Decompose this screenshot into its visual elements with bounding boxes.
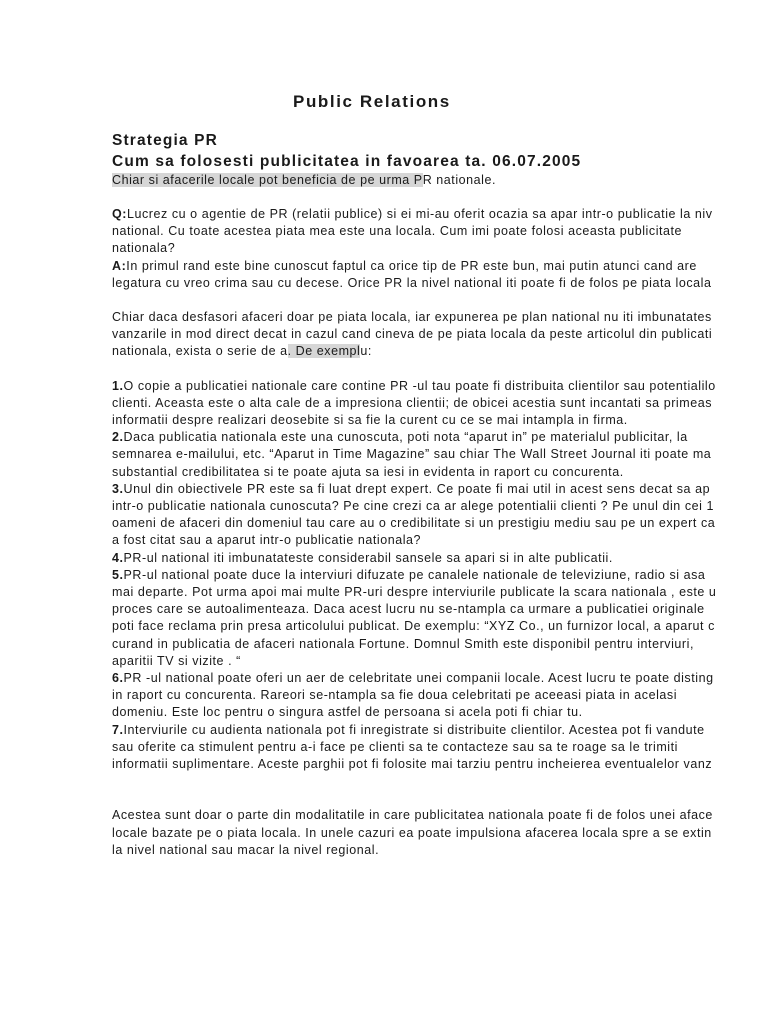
answer-line: A:In primul rand este bine cunoscut faptul ca orice tip de PR este bun, mai putin atunci cand are bbox=[112, 258, 697, 273]
list-item: 2.Daca publicatia nationala este una cunoscuta, poti nota “aparut in” pe materialul publicitar, la semnarea e-mailului, etc. “Aparut in Time Magazine” sau chiar The Wall Street Journal iti poate ma substantial credibilitatea si te poate ajuta sa iesi in evidenta in raport cu concurenta. bbox=[112, 430, 712, 479]
lead-text-tail: R nationale. bbox=[422, 173, 497, 187]
document-page bbox=[112, 88, 768, 1024]
question-line: nationala? bbox=[112, 241, 176, 256]
question-line: Q:Lucrez cu o agentie de PR (relatii publice) si ei mi-au oferit ocazia sa apar intr-o publicatie la niv bbox=[112, 207, 713, 221]
list-item: 5.PR-ul national poate duce la interviuri difuzate pe canalele nationale de televiziune, radio si asa mai departe. Pot urma apoi mai multe PR-uri despre interviurile publicate la scara nationala , este u proces care se autoalimenteaza. Daca acest lucru nu se-ntampla ca urmare a publicatiei originale poti face reclama prin presa articolului publicat. De exemplu: “XYZ Co., un furnizor local, a aparut c curand in publicatia de afaceri nationala Fortune. Domnul Smith este disponibil pentru interviuri, aparitii TV si vizite . “ bbox=[112, 567, 717, 668]
selected-text-highlight: Chiar si afacerile locale pot beneficia de pe urma P bbox=[112, 173, 423, 187]
closing-paragraph bbox=[112, 807, 768, 859]
question-line: national. Cu toate acestea piata mea este una locala. Cum imi poate folosi aceasta publicitate bbox=[112, 224, 683, 239]
paragraph bbox=[112, 309, 768, 361]
answer-label: A: bbox=[112, 258, 127, 273]
paragraph-line: locale bazate pe o piata locala. In unele cazuri ea poate impulsiona afacerea locala spre a se extin bbox=[112, 825, 712, 840]
item-number: 5. bbox=[112, 567, 124, 582]
answer-line: legatura cu vreo crima sau cu decese. Orice PR la nivel national iti poate fi de folos pe piata locala bbox=[112, 275, 712, 290]
question-block bbox=[112, 206, 768, 258]
paragraph-line: vanzarile in mod direct decat in cazul cand cineva de pe piata locala da peste articolul din publicati bbox=[112, 327, 713, 342]
paragraph-line: la nivel national sau macar la nivel regional. bbox=[112, 842, 380, 857]
list-item: 4.PR-ul national iti imbunatateste considerabil sansele sa apari si in alte publicatii. bbox=[112, 550, 613, 565]
item-number: 7. bbox=[112, 722, 124, 737]
lead-text bbox=[112, 172, 768, 189]
item-number: 6. bbox=[112, 671, 124, 686]
question-label: Q: bbox=[112, 207, 127, 221]
answer-block bbox=[112, 258, 768, 292]
document-body bbox=[112, 88, 768, 859]
section-heading: Strategia PR bbox=[112, 132, 218, 149]
paragraph-line: Acestea sunt doar o parte din modalitatile in care publicitatea nationala poate fi de folos unei aface bbox=[112, 808, 713, 823]
selected-text-highlight: . De exempl bbox=[287, 344, 361, 359]
list-item: 3.Unul din obiectivele PR este sa fi luat drept expert. Ce poate fi mai util in acest sens decat sa ap intr-o publicatie nationala cunoscuta? Pe cine crezi ca ar alege potentialii clienti ? Pe unul din cei 1 oameni de afaceri din domeniul tau care au o credibilitate si un prestigiu mediu sau pe un expert ca a fost citat sau a aparut intr-o publicatie nationala? bbox=[112, 481, 716, 548]
document-title: Public Relations bbox=[293, 92, 451, 111]
item-number: 1. bbox=[112, 378, 124, 393]
article-heading: Cum sa folosesti publicitatea in favoarea ta. 06.07.2005 bbox=[112, 153, 582, 170]
list-item: 1.O copie a publicatiei nationale care contine PR -ul tau poate fi distribuita clientilor sau potentialilo clienti. Aceasta este o alta cale de a impresiona clientii; de obicei acestia sunt incantati sa primeas informatii despre realizari deosebite si sa fie la curent cu ce se mai intampla in firma. bbox=[112, 378, 716, 428]
paragraph-line: nationala, exista o serie de a. De exemplu: bbox=[112, 344, 372, 359]
paragraph-line: Chiar daca desfasori afaceri doar pe piata locala, iar expunerea pe plan national nu iti imbunatates bbox=[112, 310, 712, 325]
list-item: 6.PR -ul national poate oferi un aer de celebritate unei companii locale. Acest lucru te poate disting in raport cu concurenta. Rareori se-ntampla sa fie doua celebritati pe aceeasi piata in acelasi domeniu. Este loc pentru o singura astfel de persoana si acela poti fi chiar tu. bbox=[112, 671, 714, 720]
item-number: 3. bbox=[112, 481, 124, 496]
list-item: 7.Interviurile cu audienta nationala pot fi inregistrate si distribuite clientilor. Acestea pot fi vandute sau oferite ca stimulent pentru a-i face pe clienti sa te contacteze sau sa te roage sa le trimiti informatii suplimentare. Aceste parghii pot fi folosite mai tarziu pentru incheierea eventualelor vanz bbox=[112, 722, 713, 772]
item-number: 4. bbox=[112, 550, 124, 565]
numbered-list bbox=[112, 378, 768, 774]
item-number: 2. bbox=[112, 430, 124, 445]
